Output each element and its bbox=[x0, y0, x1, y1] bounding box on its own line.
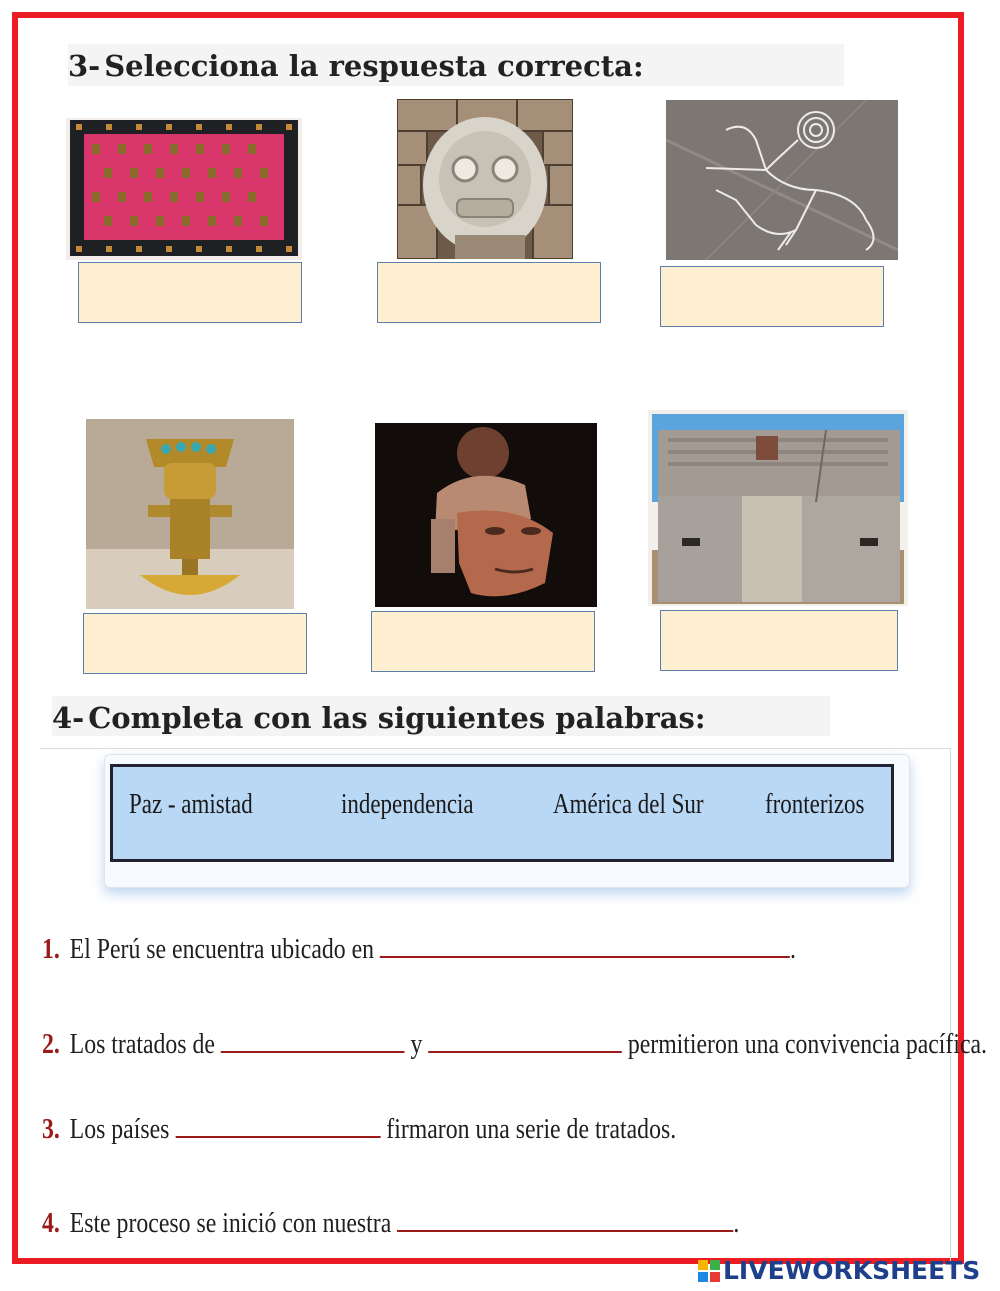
blank-line[interactable] bbox=[175, 1110, 380, 1138]
answer-box-geoglyph[interactable] bbox=[660, 266, 884, 327]
blank-line[interactable] bbox=[397, 1204, 733, 1232]
liveworksheets-logo bbox=[698, 1256, 980, 1285]
word-bank-item[interactable]: independencia bbox=[341, 789, 474, 820]
sentence-number: 4. bbox=[42, 1207, 60, 1239]
section-3-heading bbox=[68, 44, 844, 86]
section-4-title: Completa con las siguientes palabras: bbox=[88, 701, 706, 735]
blank-line[interactable] bbox=[221, 1025, 405, 1053]
stone-head-image bbox=[397, 99, 573, 259]
section-4-heading bbox=[52, 696, 830, 736]
answer-box-stone-head[interactable] bbox=[377, 262, 601, 323]
blank-line[interactable] bbox=[380, 930, 790, 958]
sentence-text: Este proceso se inició con nuestra bbox=[69, 1207, 398, 1239]
sentence-number: 1. bbox=[42, 933, 60, 965]
sentence-3 bbox=[42, 1110, 676, 1146]
word-bank-item[interactable]: Paz - amistad bbox=[129, 789, 253, 820]
word-bank-item[interactable]: fronterizos bbox=[765, 789, 865, 820]
logo-icon bbox=[698, 1260, 720, 1282]
sentence-text: . bbox=[790, 933, 796, 965]
sentence-4 bbox=[42, 1204, 739, 1240]
section-3-title: Selecciona la respuesta correcta: bbox=[104, 49, 644, 83]
sentence-text: y bbox=[404, 1028, 429, 1060]
answer-box-textile[interactable] bbox=[78, 262, 302, 323]
word-bank bbox=[110, 764, 894, 862]
ceramic-head-image bbox=[375, 423, 597, 607]
section-4-number: 4- bbox=[52, 701, 85, 735]
sentence-text: permitieron una convivencia pacífica. bbox=[621, 1028, 988, 1060]
blank-line[interactable] bbox=[428, 1025, 622, 1053]
sentence-text: Los países bbox=[69, 1113, 176, 1145]
tumi-image bbox=[86, 419, 294, 609]
sentence-number: 3. bbox=[42, 1113, 60, 1145]
section-3-number: 3- bbox=[68, 49, 101, 83]
sentence-text: El Perú se encuentra ubicado en bbox=[69, 933, 381, 965]
sentence-text: . bbox=[733, 1207, 740, 1239]
answer-box-gate[interactable] bbox=[660, 610, 898, 671]
sentence-2 bbox=[42, 1025, 987, 1061]
answer-box-tumi[interactable] bbox=[83, 613, 307, 674]
answer-box-ceramic-head[interactable] bbox=[371, 611, 595, 672]
logo-text: LIVEWORKSHEETS bbox=[723, 1256, 981, 1285]
sentence-number: 2. bbox=[42, 1028, 60, 1060]
word-bank-item[interactable]: América del Sur bbox=[553, 789, 704, 820]
gate-image bbox=[648, 410, 908, 606]
sentence-text: Los tratados de bbox=[69, 1028, 221, 1060]
sentence-text: firmaron una serie de tratados. bbox=[380, 1113, 677, 1145]
textile-image bbox=[66, 118, 302, 260]
geoglyph-image bbox=[666, 100, 898, 260]
sentence-1 bbox=[42, 930, 796, 966]
